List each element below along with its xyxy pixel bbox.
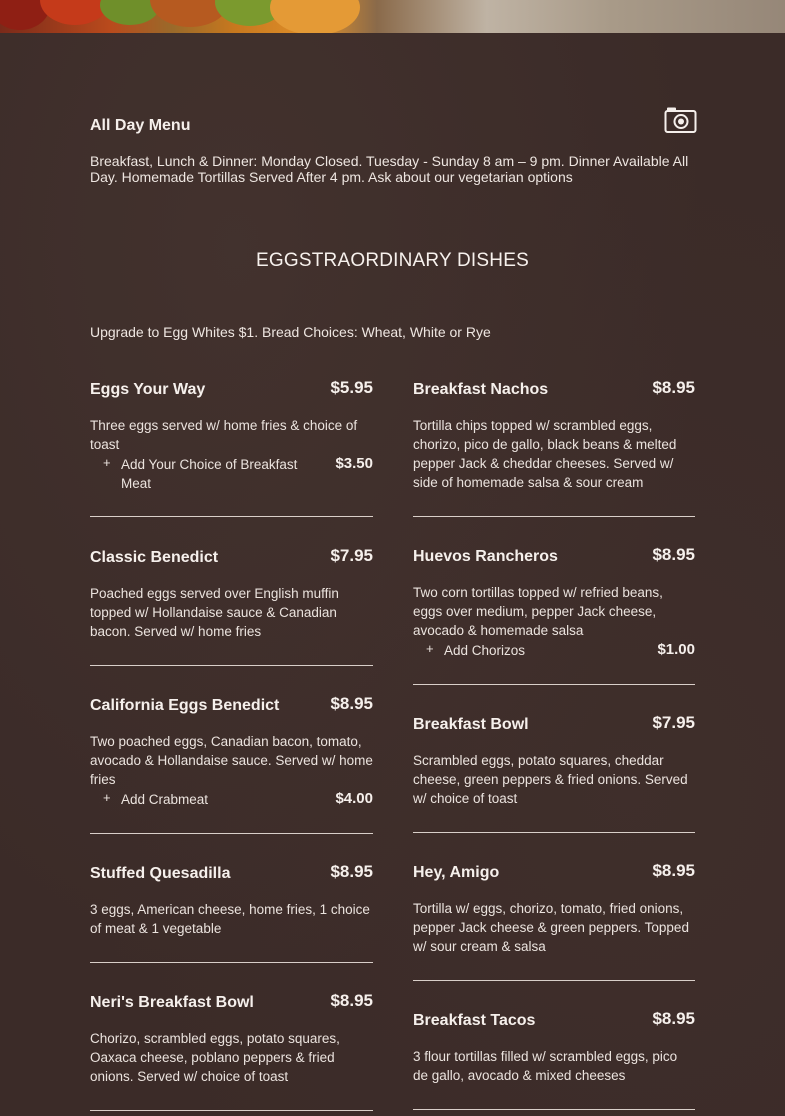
item-name: Huevos Rancheros <box>413 548 558 565</box>
item-description: Two poached eggs, Canadian bacon, tomato, avocado & Hollandaise sauce. Served w/ home fries <box>90 734 373 787</box>
menu-item <box>90 694 373 809</box>
item-divider <box>90 516 373 517</box>
menu-item <box>90 378 373 493</box>
plus-icon: + <box>426 641 434 656</box>
item-description: Tortilla w/ eggs, chorizo, tomato, fried onions, pepper Jack cheese & green peppers. Topped w/ sour cream & salsa <box>413 901 689 954</box>
item-divider <box>413 1109 695 1110</box>
addon-label: Add Your Choice of Breakfast Meat <box>121 457 298 491</box>
item-divider <box>90 665 373 666</box>
camera-icon[interactable] <box>664 106 697 134</box>
item-divider <box>413 684 695 685</box>
item-name: Eggs Your Way <box>90 381 206 398</box>
menu-title: All Day Menu <box>90 117 191 134</box>
addon-label: Add Crabmeat <box>121 792 209 807</box>
item-price: $7.95 <box>330 546 373 565</box>
menu-item <box>413 713 695 808</box>
item-price: $8.95 <box>330 862 373 881</box>
item-price: $8.95 <box>652 545 695 564</box>
item-divider <box>90 1110 373 1111</box>
item-description: 3 eggs, American cheese, home fries, 1 choice of meat & 1 vegetable <box>90 902 370 936</box>
item-divider <box>90 962 373 963</box>
item-price: $7.95 <box>652 713 695 732</box>
item-name: Classic Benedict <box>90 549 219 566</box>
addon-price: $4.00 <box>335 790 373 807</box>
item-description: Two corn tortillas topped w/ refried beans, eggs over medium, pepper Jack cheese, avocado & homemade salsa <box>413 585 663 638</box>
item-name: California Eggs Benedict <box>90 697 280 714</box>
item-name: Breakfast Nachos <box>413 381 549 398</box>
item-description: Tortilla chips topped w/ scrambled eggs, chorizo, pico de gallo, black beans & melted pepper Jack & cheddar cheeses. Served w/ side of homemade salsa & sour cream <box>413 418 677 490</box>
item-price: $8.95 <box>652 378 695 397</box>
item-description: Poached eggs served over English muffin topped w/ Hollandaise sauce & Canadian bacon. Served w/ home fries <box>90 586 339 639</box>
item-description: 3 flour tortillas filled w/ scrambled eggs, pico de gallo, avocado & mixed cheeses <box>413 1049 678 1083</box>
section-title: EGGSTRAORDINARY DISHES <box>256 250 529 271</box>
item-name: Breakfast Bowl <box>413 716 529 733</box>
section-note: Upgrade to Egg Whites $1. Bread Choices: Wheat, White or Rye <box>90 324 491 340</box>
fruit-image <box>270 0 360 33</box>
item-divider <box>90 833 373 834</box>
item-name: Stuffed Quesadilla <box>90 865 231 882</box>
addon-price: $3.50 <box>335 455 373 472</box>
menu-item <box>413 545 695 660</box>
plus-icon: + <box>103 790 111 805</box>
menu-item <box>90 991 373 1086</box>
menu-item <box>90 546 373 641</box>
item-name: Hey, Amigo <box>413 864 500 881</box>
item-divider <box>413 980 695 981</box>
item-description: Chorizo, scrambled eggs, potato squares, Oaxaca cheese, poblano peppers & fried onions. Served w/ choice of toast <box>90 1031 340 1084</box>
item-name: Neri's Breakfast Bowl <box>90 994 254 1011</box>
item-addon <box>90 790 373 809</box>
menu-item <box>413 378 695 492</box>
addon-price: $1.00 <box>657 641 695 658</box>
menu-description: Breakfast, Lunch & Dinner: Monday Closed. Tuesday - Sunday 8 am – 9 pm. Dinner Available All Day. Homemade Tortillas Served After 4 pm. Ask about our vegetarian options <box>90 153 689 185</box>
item-description: Scrambled eggs, potato squares, cheddar cheese, green peppers & fried onions. Served w/ choice of toast <box>413 753 688 806</box>
item-divider <box>413 516 695 517</box>
item-price: $8.95 <box>330 991 373 1010</box>
menu-item <box>413 1009 695 1085</box>
item-addon <box>413 641 695 660</box>
item-price: $8.95 <box>330 694 373 713</box>
item-price: $8.95 <box>652 861 695 880</box>
item-name: Breakfast Tacos <box>413 1012 536 1029</box>
item-price: $8.95 <box>652 1009 695 1028</box>
addon-label: Add Chorizos <box>444 643 526 658</box>
menu-item <box>413 861 695 956</box>
item-divider <box>413 832 695 833</box>
hero-image-strip <box>0 0 785 33</box>
item-price: $5.95 <box>330 378 373 397</box>
item-description: Three eggs served w/ home fries & choice of toast <box>90 418 358 452</box>
item-addon <box>90 455 373 493</box>
menu-item <box>90 862 373 938</box>
plus-icon: + <box>103 455 111 470</box>
